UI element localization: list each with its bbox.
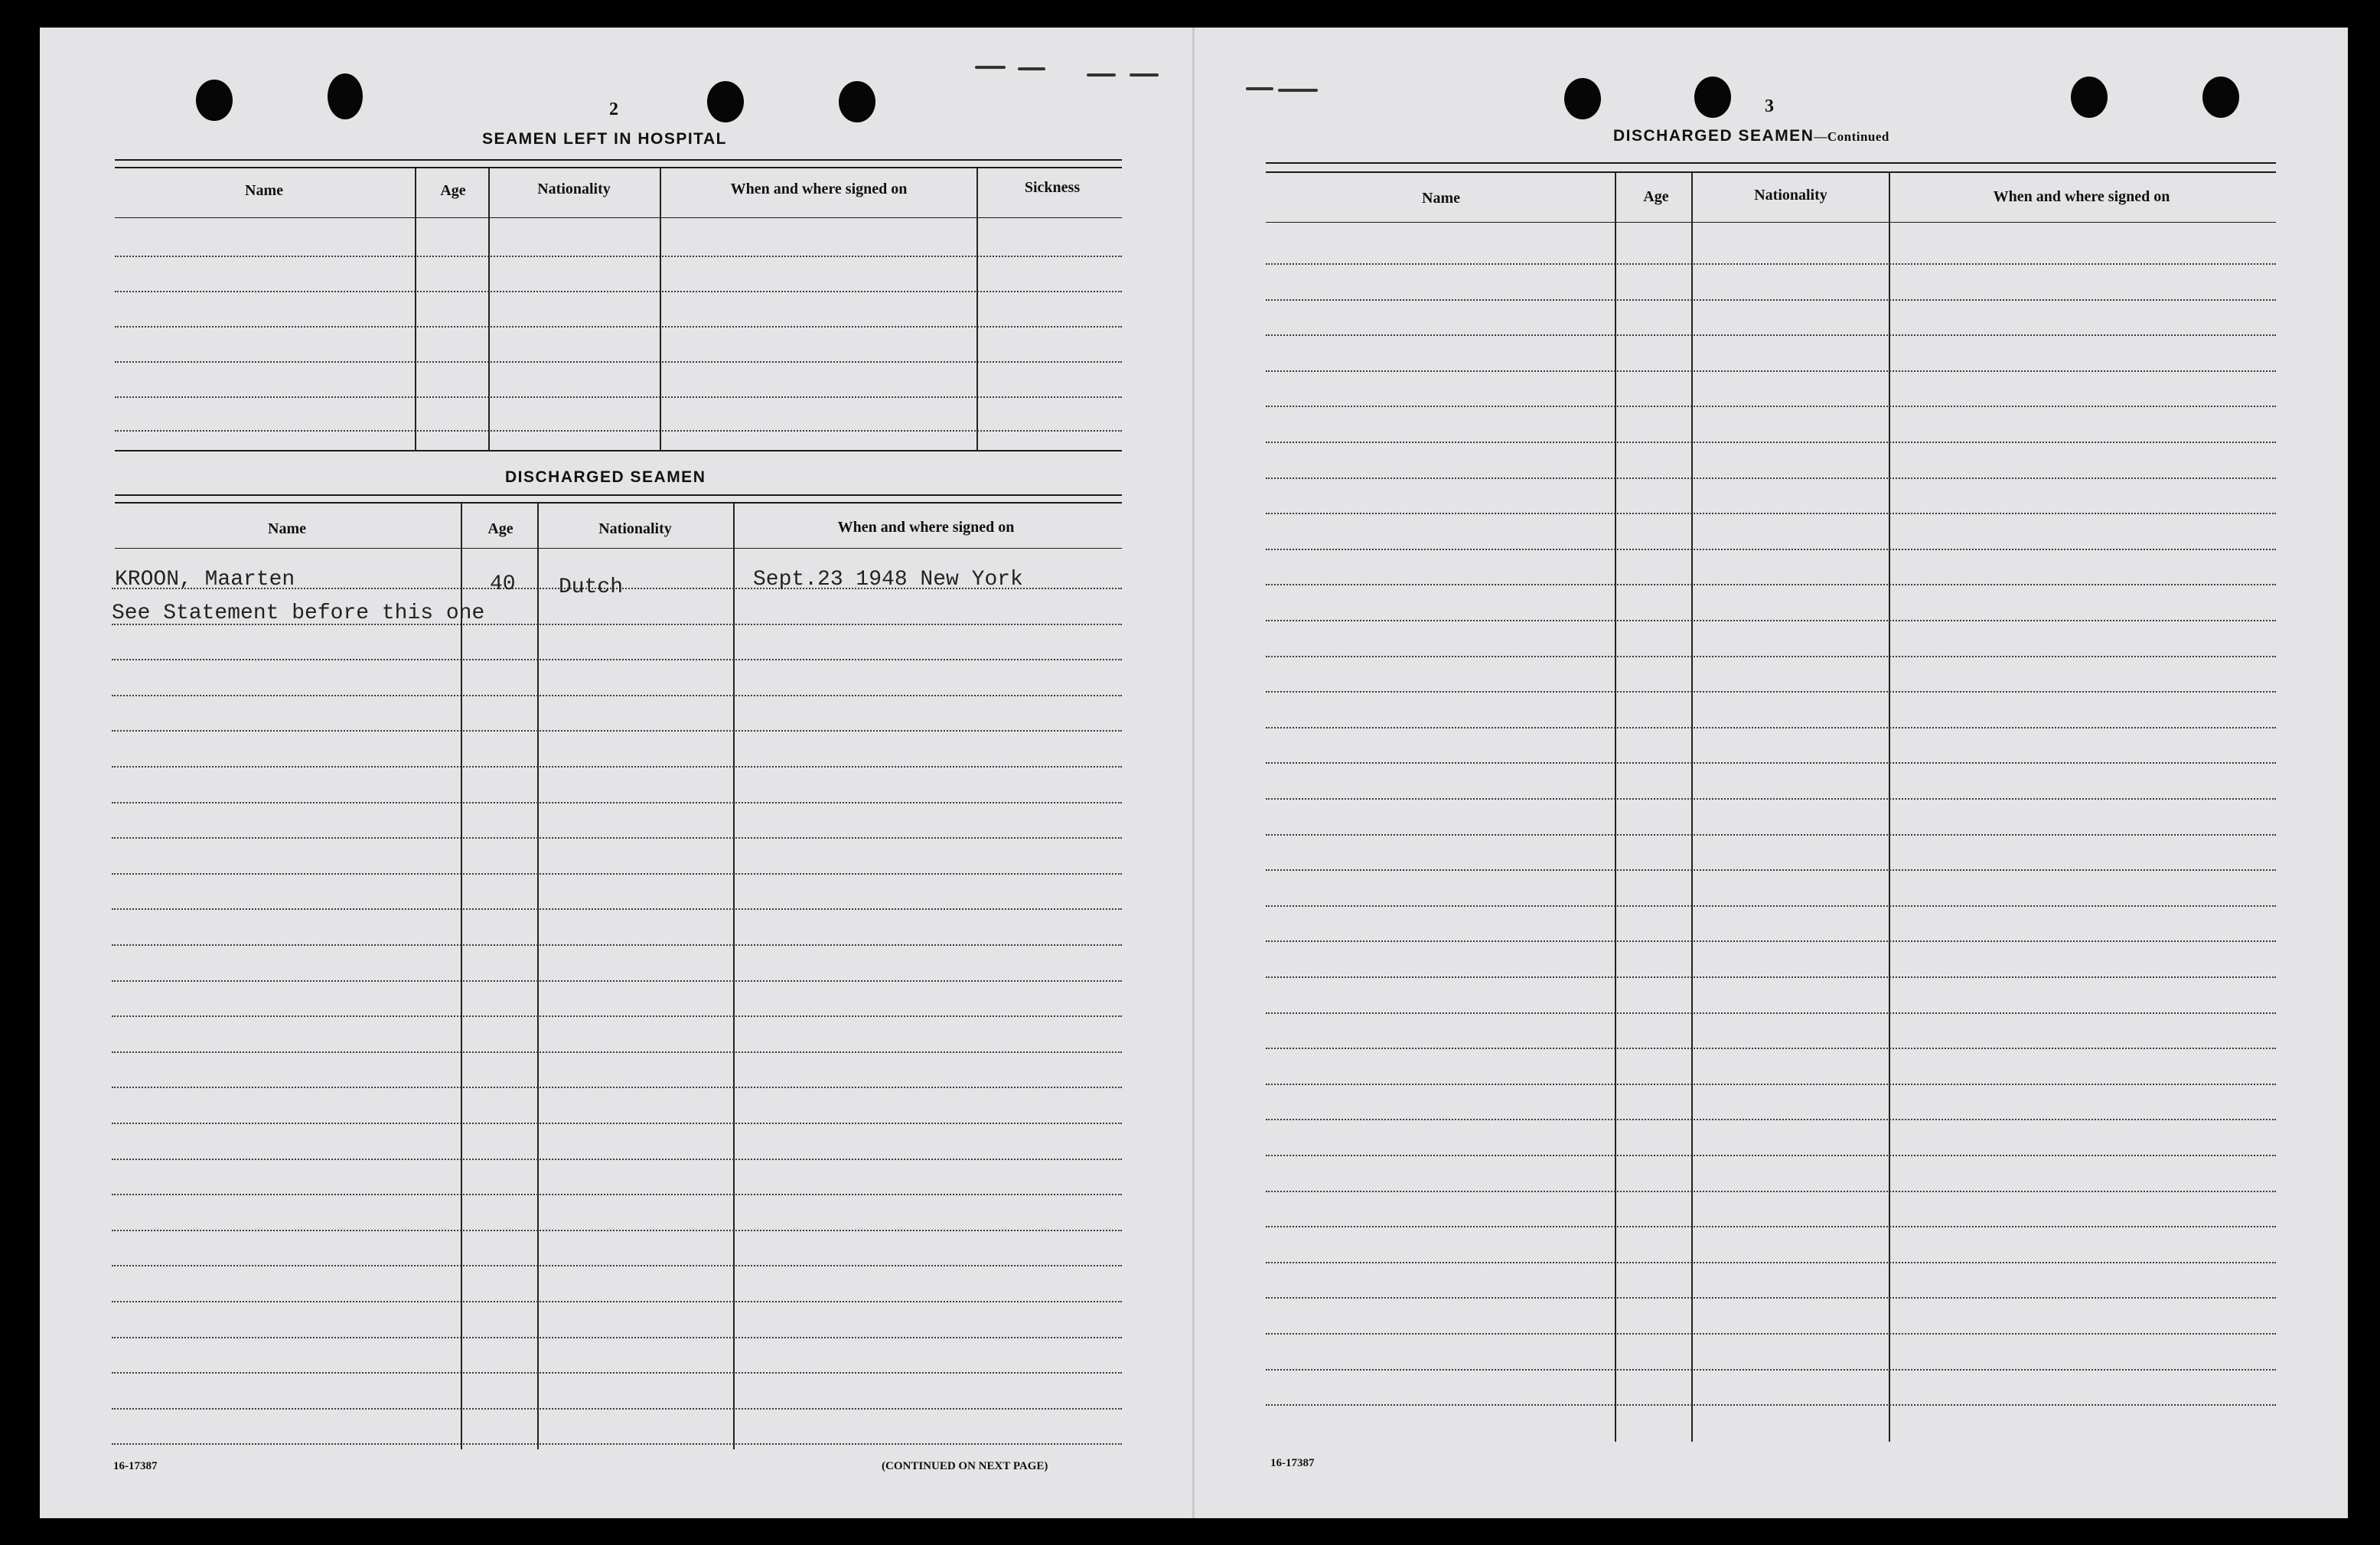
row-rule — [112, 1159, 1122, 1160]
row-rule — [1266, 406, 2276, 407]
column-divider — [461, 504, 462, 1449]
column-header: When and where signed on — [837, 519, 1015, 536]
row-rule — [112, 1265, 1122, 1266]
row-rule — [115, 326, 1122, 328]
bleed-mark — [1018, 67, 1045, 70]
row-rule — [1266, 1333, 2276, 1335]
punch-hole — [196, 80, 233, 121]
table-top-rule — [1266, 162, 2276, 164]
column-header: Name — [268, 520, 306, 537]
table-top-rule — [1266, 171, 2276, 173]
section-title-text: DISCHARGED SEAMEN — [1613, 127, 1814, 145]
row-rule — [112, 1337, 1122, 1338]
punch-hole — [1564, 78, 1601, 119]
row-rule — [115, 361, 1122, 363]
column-header: Nationality — [598, 520, 672, 537]
column-divider — [733, 504, 735, 1449]
column-header: Nationality — [1754, 187, 1827, 204]
row-rule — [112, 980, 1122, 982]
statement-note: See Statement before this one — [112, 601, 485, 625]
form-number: 16-17387 — [1270, 1457, 1315, 1469]
page-number: 3 — [1765, 96, 1774, 116]
column-header: Name — [245, 182, 283, 199]
table-top-rule — [115, 502, 1122, 504]
row-rule — [1266, 940, 2276, 942]
row-rule — [1266, 513, 2276, 514]
punch-hole — [2202, 77, 2239, 118]
row-rule — [112, 1015, 1122, 1017]
row-rule — [1266, 1226, 2276, 1227]
row-rule — [1266, 762, 2276, 764]
row-rule — [112, 802, 1122, 803]
page-number: 2 — [609, 99, 618, 119]
row-rule — [112, 908, 1122, 910]
row-rule — [1266, 334, 2276, 336]
column-divider — [1691, 173, 1693, 1442]
column-header: When and where signed on — [1993, 188, 2170, 205]
row-rule — [1266, 834, 2276, 836]
row-rule — [112, 1051, 1122, 1053]
row-rule — [1266, 691, 2276, 693]
row-rule — [115, 396, 1122, 398]
punch-hole — [2071, 77, 2108, 118]
column-divider — [660, 168, 661, 450]
seaman-signed-on: Sept.23 1948 New York — [753, 568, 1023, 592]
punch-hole — [707, 81, 744, 122]
continued-note: (CONTINUED ON NEXT PAGE) — [882, 1460, 1048, 1472]
row-rule — [112, 695, 1122, 696]
row-rule — [1266, 620, 2276, 621]
punch-hole — [1694, 77, 1731, 118]
row-rule — [112, 1372, 1122, 1374]
row-rule — [1266, 1155, 2276, 1156]
header-rule — [115, 217, 1122, 218]
row-rule — [1266, 442, 2276, 443]
row-rule — [112, 1087, 1122, 1088]
row-rule — [112, 1194, 1122, 1195]
row-rule — [112, 1408, 1122, 1410]
punch-hole — [328, 73, 363, 119]
column-header: Sickness — [1024, 179, 1081, 196]
row-rule — [1266, 1191, 2276, 1192]
row-rule — [1266, 976, 2276, 978]
column-divider — [488, 168, 490, 450]
row-rule — [112, 1230, 1122, 1231]
row-rule — [1266, 370, 2276, 372]
row-rule — [112, 873, 1122, 875]
column-header: When and where signed on — [730, 181, 908, 197]
row-rule — [112, 944, 1122, 946]
row-rule — [1266, 1012, 2276, 1014]
bleed-mark — [1130, 73, 1159, 77]
row-rule — [1266, 263, 2276, 265]
row-rule — [112, 1443, 1122, 1445]
row-rule — [112, 1301, 1122, 1302]
section-title-suffix: —Continued — [1814, 129, 1889, 144]
table-top-rule — [115, 494, 1122, 496]
column-divider — [976, 168, 978, 450]
seaman-age: 40 — [490, 572, 516, 596]
row-rule — [112, 766, 1122, 768]
header-rule — [1266, 222, 2276, 223]
row-rule — [112, 1123, 1122, 1124]
bleed-mark — [1278, 89, 1318, 92]
column-header: Age — [487, 520, 513, 537]
seaman-nationality: Dutch — [559, 575, 624, 599]
row-rule — [112, 659, 1122, 660]
row-rule — [1266, 656, 2276, 657]
row-rule — [1266, 798, 2276, 800]
row-rule — [115, 256, 1122, 257]
table-top-rule — [115, 159, 1122, 161]
row-rule — [1266, 299, 2276, 301]
row-rule — [1266, 584, 2276, 585]
row-rule — [1266, 549, 2276, 550]
column-header: Age — [440, 182, 466, 199]
bleed-mark — [1246, 87, 1273, 90]
row-rule — [1266, 1369, 2276, 1371]
header-rule — [115, 548, 1122, 549]
table-bottom-rule — [115, 450, 1122, 451]
form-number: 16-17387 — [113, 1460, 158, 1472]
row-rule — [115, 291, 1122, 292]
row-rule — [1266, 1297, 2276, 1299]
row-rule — [1266, 1119, 2276, 1120]
punch-hole — [839, 81, 875, 122]
section-title — [1613, 127, 1889, 145]
row-rule — [112, 730, 1122, 732]
bleed-mark — [1087, 73, 1116, 77]
table-top-rule — [115, 167, 1122, 168]
row-rule — [1266, 727, 2276, 728]
row-rule — [115, 430, 1122, 432]
row-rule — [112, 837, 1122, 839]
row-rule — [1266, 478, 2276, 479]
section-title: DISCHARGED SEAMEN — [505, 468, 706, 486]
column-header: Nationality — [537, 181, 611, 197]
page-fold — [1192, 28, 1195, 1518]
column-divider — [1615, 173, 1616, 1442]
row-rule — [1266, 1262, 2276, 1263]
row-rule — [1266, 1048, 2276, 1049]
column-header: Age — [1643, 188, 1669, 205]
row-rule — [1266, 905, 2276, 907]
bleed-mark — [975, 66, 1006, 69]
section-title: SEAMEN LEFT IN HOSPITAL — [482, 130, 727, 148]
row-rule — [1266, 1404, 2276, 1406]
column-header: Name — [1422, 190, 1460, 207]
row-rule — [1266, 1084, 2276, 1085]
row-rule — [1266, 869, 2276, 871]
column-divider — [537, 504, 539, 1449]
column-divider — [415, 168, 416, 450]
seaman-name: KROON, Maarten — [115, 568, 295, 592]
column-divider — [1889, 173, 1890, 1442]
